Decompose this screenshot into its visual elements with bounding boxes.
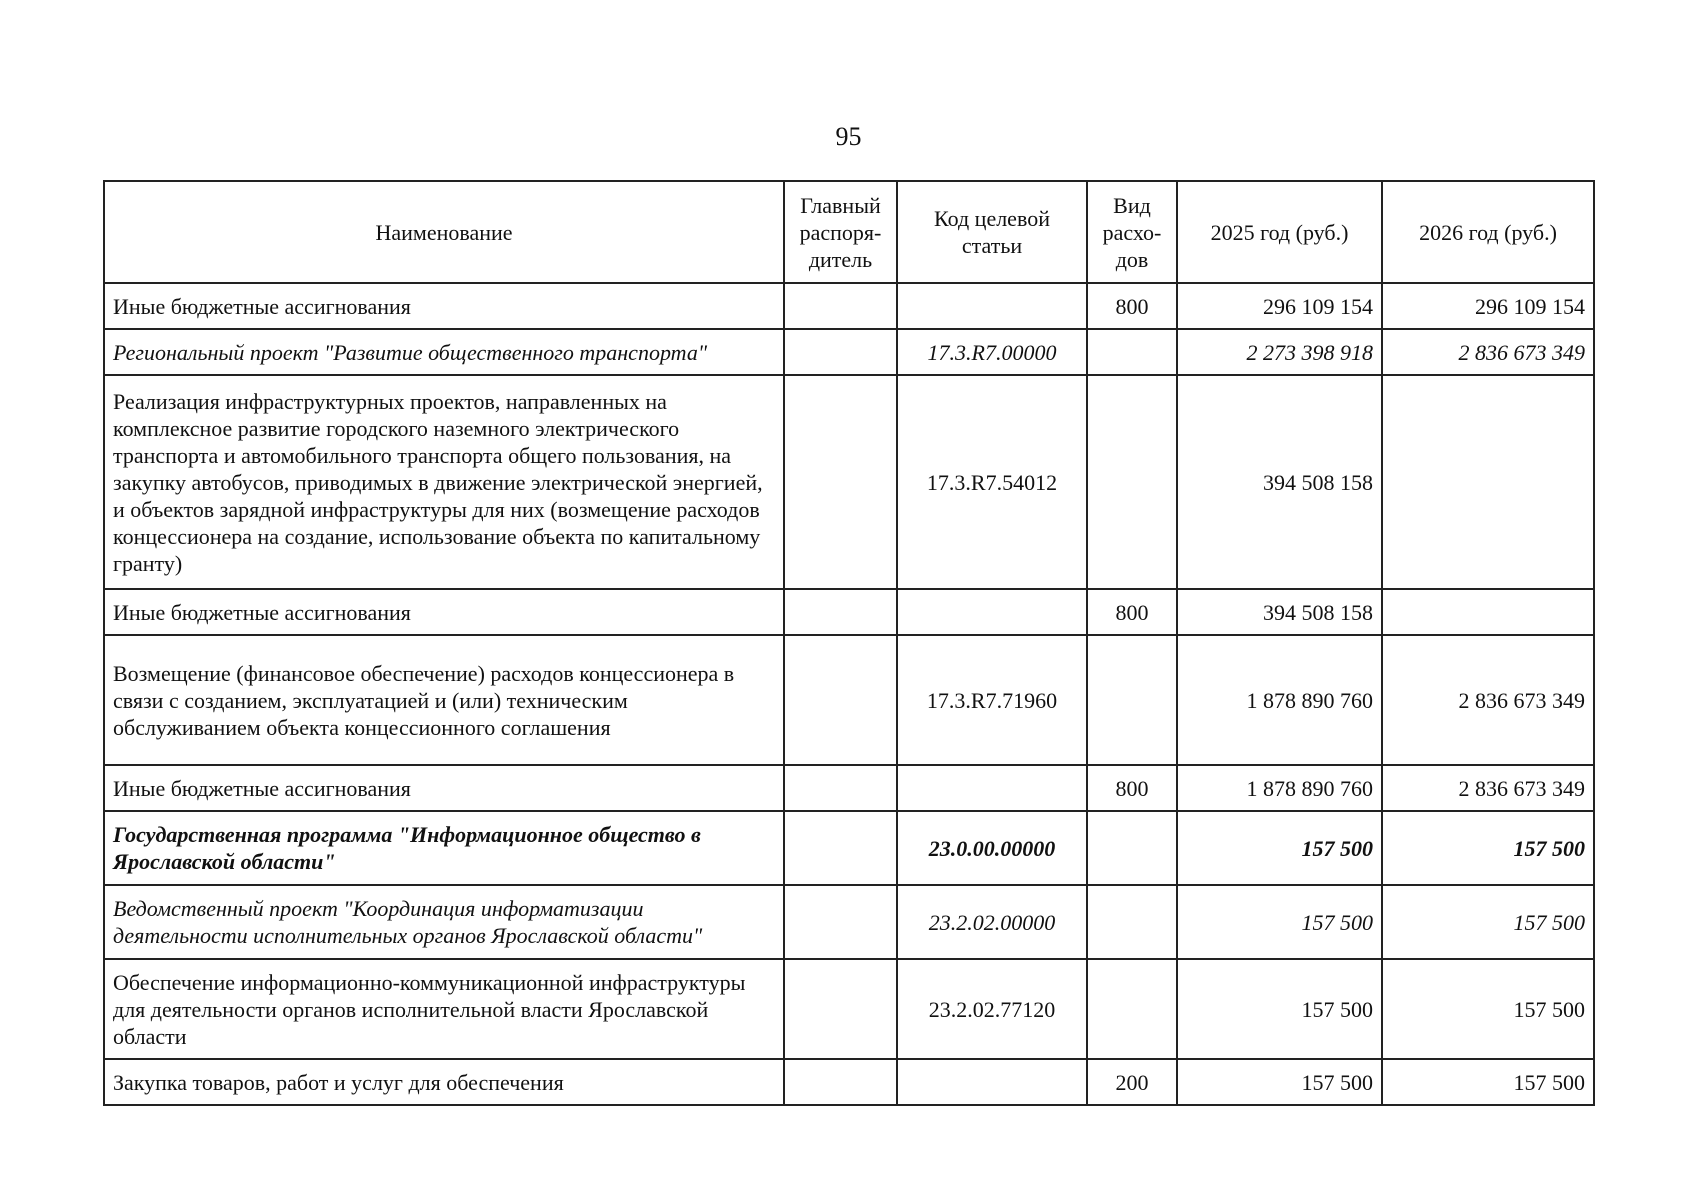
row-manager (784, 283, 897, 329)
row-manager (784, 375, 897, 589)
row-name: Возмещение (финансовое обеспечение) расходов концессионера в связи с созданием, эксплуатацией и (или) техническим обслуживанием объекта концессионного соглашения (104, 635, 784, 765)
row-code: 23.0.00.00000 (897, 811, 1087, 885)
row-2026: 2 836 673 349 (1382, 329, 1594, 375)
row-manager (784, 589, 897, 635)
row-code (897, 1059, 1087, 1105)
table-row (104, 959, 1594, 1059)
row-code: 23.2.02.00000 (897, 885, 1087, 959)
row-name: Государственная программа "Информационное общество в Ярославской области" (104, 811, 784, 885)
row-2025: 157 500 (1177, 1059, 1382, 1105)
table-row (104, 885, 1594, 959)
row-name: Реализация инфраструктурных проектов, направленных на комплексное развитие городского наземного электрического транспорта и автомобильного транспорта общего пользования, на закупку автобусов, приводимых в движение электрической энергией, и объектов зарядной инфраструктуры для них (возмещение расходов концессионера на создание, использование объекта по капитальному гранту) (104, 375, 784, 589)
row-code: 17.3.R7.00000 (897, 329, 1087, 375)
page-number: 95 (835, 122, 862, 151)
row-2025: 157 500 (1177, 811, 1382, 885)
row-2026 (1382, 589, 1594, 635)
row-type: 200 (1087, 1059, 1177, 1105)
row-type: 800 (1087, 765, 1177, 811)
row-code: 23.2.02.77120 (897, 959, 1087, 1059)
header-2025: 2025 год (руб.) (1177, 181, 1382, 283)
row-type: 800 (1087, 283, 1177, 329)
table-row (104, 765, 1594, 811)
row-name: Иные бюджетные ассигнования (104, 589, 784, 635)
row-type (1087, 375, 1177, 589)
row-2026: 296 109 154 (1382, 283, 1594, 329)
header-name: Наименование (104, 181, 784, 283)
row-2026: 2 836 673 349 (1382, 635, 1594, 765)
row-2025: 394 508 158 (1177, 589, 1382, 635)
table-row (104, 375, 1594, 589)
row-manager (784, 635, 897, 765)
row-code: 17.3.R7.71960 (897, 635, 1087, 765)
header-type: Вид расхо-дов (1087, 181, 1177, 283)
row-name: Иные бюджетные ассигнования (104, 765, 784, 811)
table-row (104, 283, 1594, 329)
row-manager (784, 765, 897, 811)
row-2026: 157 500 (1382, 959, 1594, 1059)
header-2026: 2026 год (руб.) (1382, 181, 1594, 283)
row-2026: 157 500 (1382, 885, 1594, 959)
header-code: Код целевой статьи (897, 181, 1087, 283)
table-row (104, 635, 1594, 765)
budget-table (103, 180, 1595, 1106)
row-type (1087, 635, 1177, 765)
row-code (897, 765, 1087, 811)
table-row (104, 1059, 1594, 1105)
row-manager (784, 959, 897, 1059)
row-code (897, 283, 1087, 329)
row-2026: 2 836 673 349 (1382, 765, 1594, 811)
row-manager (784, 885, 897, 959)
row-2025: 1 878 890 760 (1177, 635, 1382, 765)
row-2025: 157 500 (1177, 885, 1382, 959)
row-2026: 157 500 (1382, 1059, 1594, 1105)
table-header-row (104, 181, 1594, 283)
row-name: Иные бюджетные ассигнования (104, 283, 784, 329)
row-2025: 296 109 154 (1177, 283, 1382, 329)
row-2026 (1382, 375, 1594, 589)
row-type: 800 (1087, 589, 1177, 635)
row-manager (784, 329, 897, 375)
row-manager (784, 811, 897, 885)
row-manager (784, 1059, 897, 1105)
row-type (1087, 329, 1177, 375)
row-2025: 394 508 158 (1177, 375, 1382, 589)
row-name: Региональный проект "Развитие общественного транспорта" (104, 329, 784, 375)
row-type (1087, 811, 1177, 885)
row-type (1087, 885, 1177, 959)
row-code (897, 589, 1087, 635)
table-row (104, 811, 1594, 885)
header-manager: Главный распоря-дитель (784, 181, 897, 283)
row-2025: 2 273 398 918 (1177, 329, 1382, 375)
row-2025: 157 500 (1177, 959, 1382, 1059)
row-type (1087, 959, 1177, 1059)
table-row (104, 589, 1594, 635)
row-2026: 157 500 (1382, 811, 1594, 885)
table-row (104, 329, 1594, 375)
row-name: Закупка товаров, работ и услуг для обеспечения (104, 1059, 784, 1105)
row-code: 17.3.R7.54012 (897, 375, 1087, 589)
row-2025: 1 878 890 760 (1177, 765, 1382, 811)
row-name: Обеспечение информационно-коммуникационной инфраструктуры для деятельности органов исполнительной власти Ярославской области (104, 959, 784, 1059)
row-name: Ведомственный проект "Координация информатизации деятельности исполнительных органов Ярославской области" (104, 885, 784, 959)
